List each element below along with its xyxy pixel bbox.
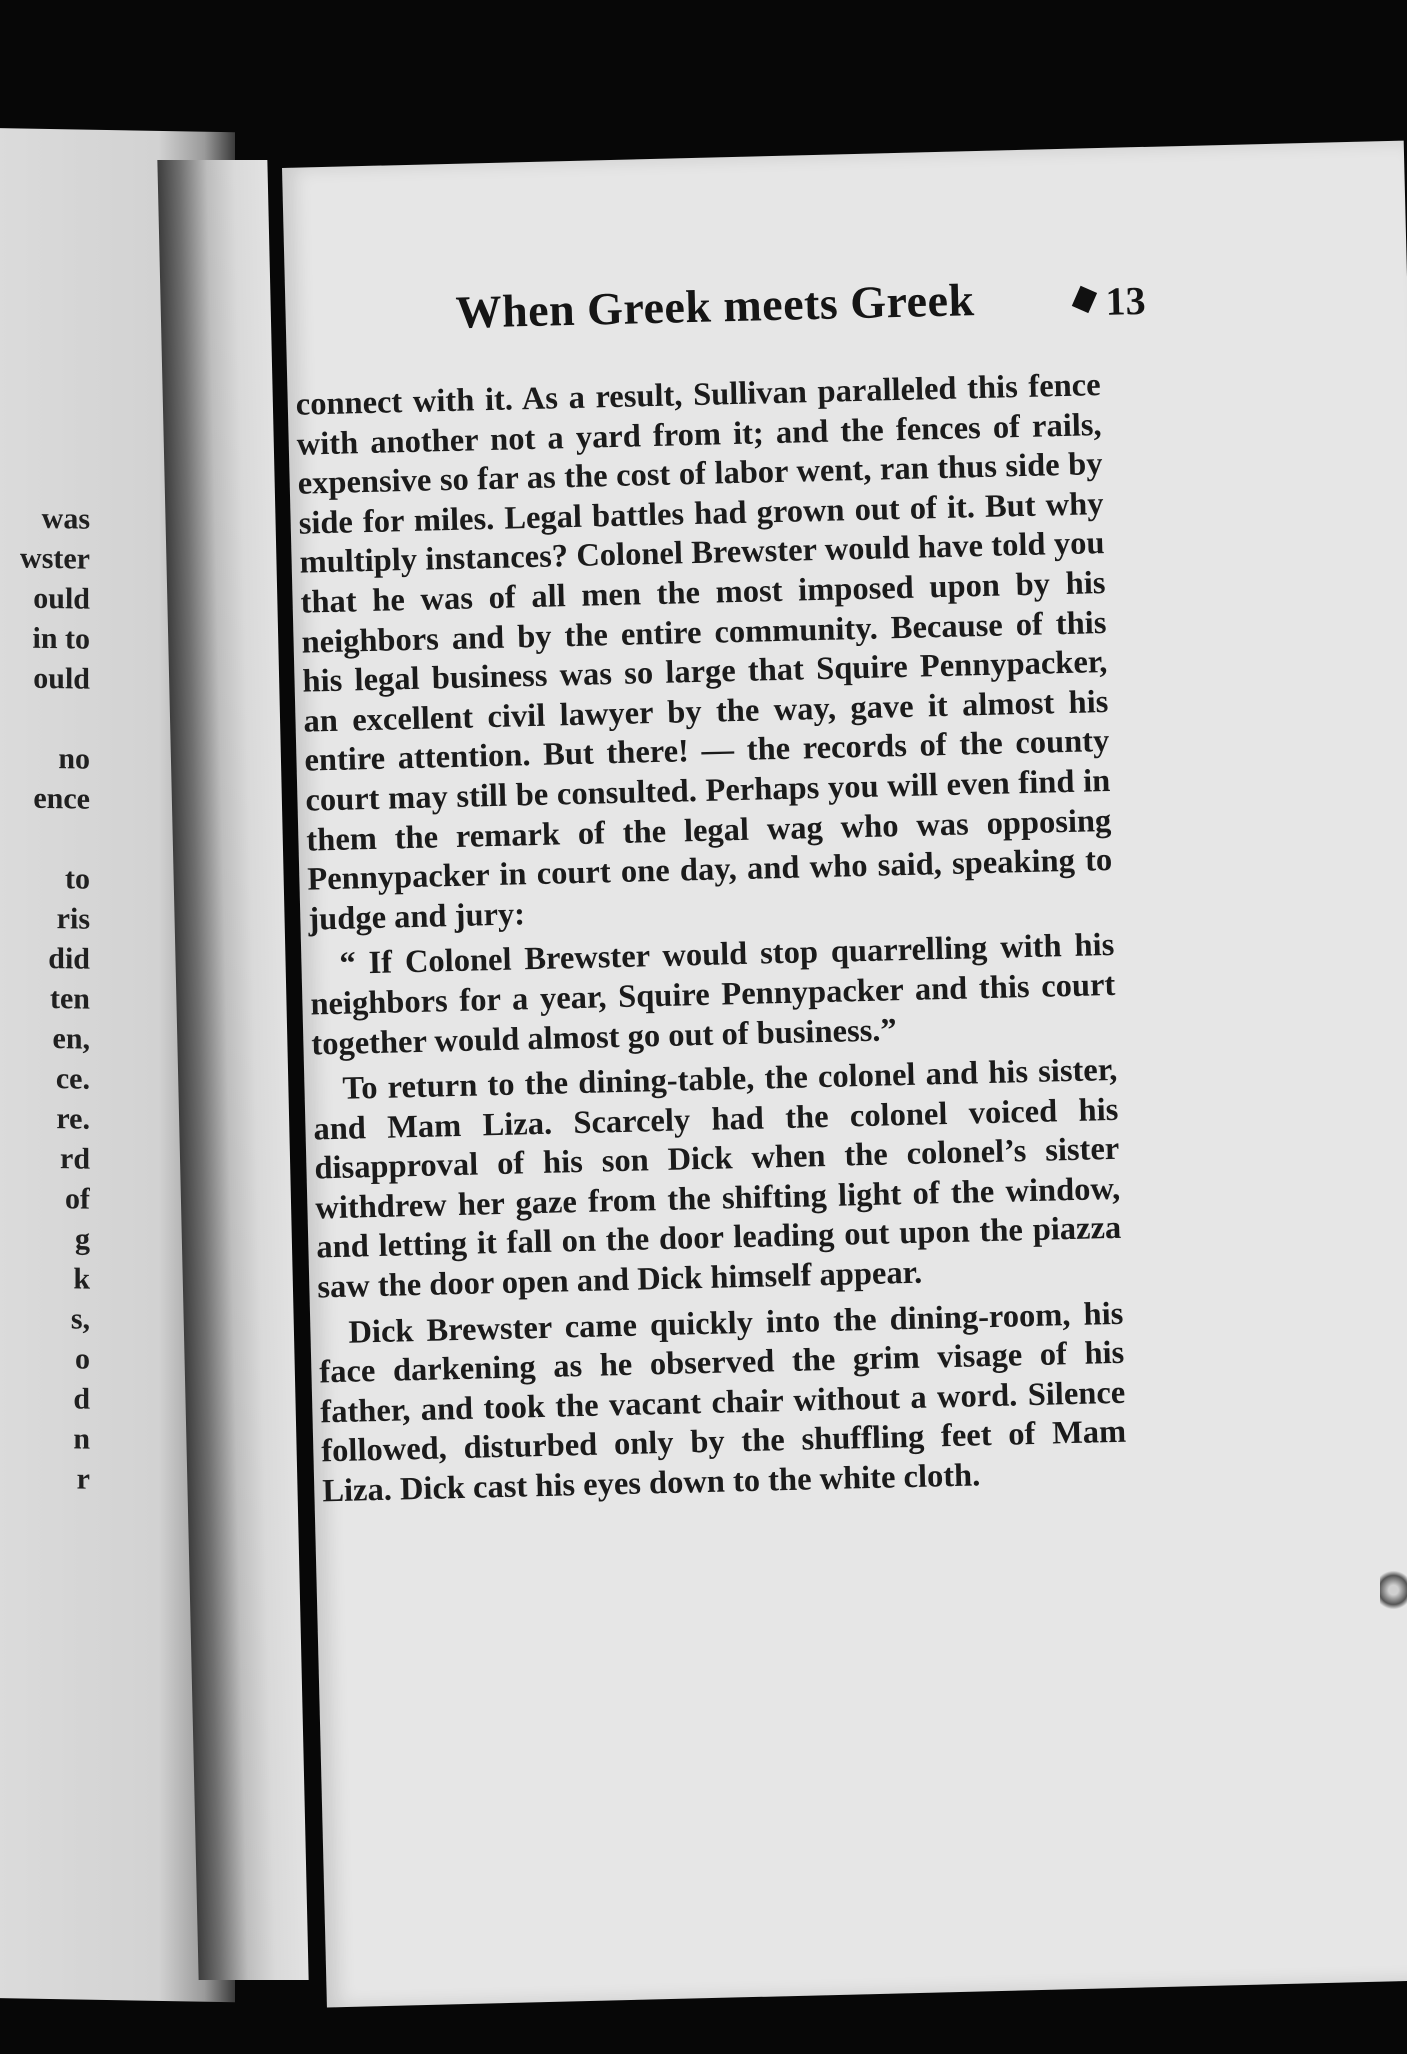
left-page-fragment: wster — [20, 541, 90, 576]
scan-speck — [1072, 286, 1097, 313]
left-page-fragment: r — [76, 1462, 90, 1496]
paragraph: connect with it. As a result, Sullivan paralleled this fence with another not a yard from it; and the fences of rails, expensive so far as the cost of labor went, ran thus side by side for miles. Legal battles had grown out of it. But why multiply instances? Colonel Brewster would have told you that he was of all men the most imposed upon by his neighbors and by the entire community. Because of this his legal business was so large that Squire Pennypacker, an excellent civil lawyer by the way, gave it almost his entire attention. But there! — the records of the county court may still be consulted. Perhaps you will even find in them the remark of the legal wag who was opposing Pennypacker in court one day, and who said, speaking to judge and jury: — [295, 367, 1113, 938]
paragraph: Dick Brewster came quickly into the dining-room, his face darkening as he observed the grim visage of his father, and took the vacant chair without a word. Silence followed, disturbed only by the shuffling feet of Mam Liza. Dick cast his eyes down to the white cloth. — [319, 1295, 1127, 1510]
page-number: 13 — [1104, 277, 1147, 324]
left-page-fragment: ten — [50, 981, 90, 1016]
left-page-fragment — [0, 698, 90, 740]
left-page-fragment: ce. — [55, 1062, 90, 1096]
left-page-fragment: ris — [56, 902, 90, 936]
left-page-fragment: n — [73, 1422, 90, 1456]
left-page-fragment: no — [58, 742, 90, 776]
scan-edge-mark — [1380, 1570, 1407, 1610]
left-page-fragment: d — [73, 1382, 90, 1416]
left-page-fragment: to — [65, 862, 90, 896]
left-page-fragment: in to — [32, 621, 90, 656]
left-page-fragment: ould — [33, 581, 90, 616]
right-page — [282, 141, 1407, 2008]
paragraph: To return to the dining-table, the colonel and his sister, and Mam Liza. Scarcely had the colonel voiced his disapproval of his son Dick when the colonel’s sister withdrew her gaze from the shifting light of the window, and letting it fall on the door leading out upon the piazza saw the door open and Dick himself appear. — [313, 1051, 1122, 1306]
body-text — [295, 366, 1127, 1518]
left-page-fragment: o — [75, 1342, 90, 1376]
left-page-fragment: s, — [70, 1302, 90, 1336]
left-page-fragment: rd — [60, 1142, 90, 1176]
left-page-fragment: ould — [33, 661, 90, 696]
left-page-fragment: of — [65, 1182, 90, 1216]
left-page-fragment: ence — [33, 781, 90, 816]
left-page-fragment: en, — [52, 1022, 90, 1056]
left-page-fragment: k — [73, 1262, 90, 1296]
left-page-fragment: was — [41, 501, 90, 536]
running-header: When Greek meets Greek — [454, 274, 976, 338]
left-page-fragment: did — [48, 941, 90, 976]
left-page-fragment — [0, 818, 90, 860]
paragraph: “ If Colonel Brewster would stop quarrelling with his neighbors for a year, Squire Pennypacker and this court together would almost go out of business.” — [310, 927, 1116, 1063]
left-page-fragment: g — [75, 1222, 90, 1256]
left-page-text-fragments — [0, 498, 90, 1500]
left-page-fragment: re. — [56, 1102, 90, 1136]
